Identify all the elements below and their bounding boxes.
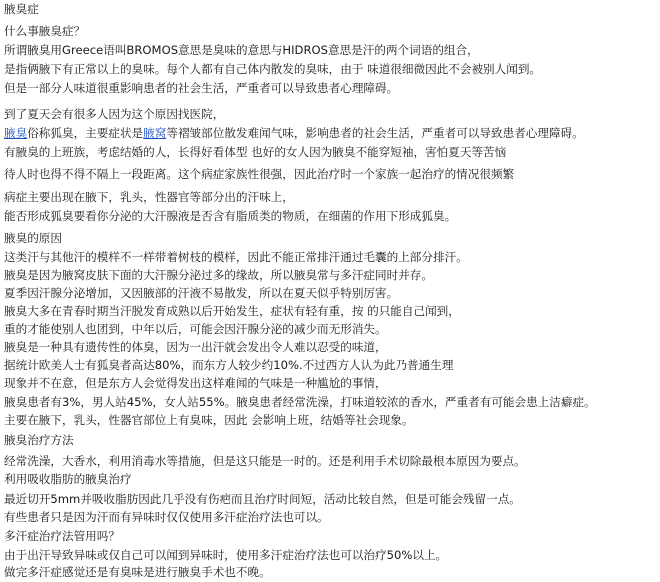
paragraph-line: 所谓腋臭用Greece语叫BROMOS意思是臭味的意思与HIDROS意思是汗的两个词语的组合， xyxy=(4,43,479,57)
paragraph-line-with-links xyxy=(4,124,584,143)
paragraph-line: 到了夏天会有很多人因为这个原因找医院， xyxy=(4,107,225,121)
paragraph-line: 是指俩腋下有正常以上的臭味。每个人都有自己体内散发的臭味，由于 味道很细微因此不会被别人闻到。 xyxy=(4,62,542,76)
paragraph-line: 经常洗澡，大香水，利用消毒水等措施，但是这只能是一时的。还是利用手术切除最根本原因为要点。 xyxy=(4,454,526,468)
paragraph-line: 这类汗与其他汗的模样不一样带着树枝的模样，因此不能正常排汗通过毛囊的上部分排汗。 xyxy=(4,250,468,264)
text-segment: 等褶皱部位散发难闻气味，影响患者的社会生活，严重者可以导致患者心理障碍。 xyxy=(166,126,584,140)
paragraph-line: 据统计欧美人士有狐臭者高达80%，而东方人较少约10%.不过西方人认为此乃普通生理 xyxy=(4,358,454,372)
text-segment: 俗称狐臭，主要症状是 xyxy=(27,126,144,140)
paragraph-line: 腋臭是一种具有遗传性的体臭，因为一出汗就会发出令人难以忍受的味道， xyxy=(4,340,387,354)
doc-title: 腋臭症 xyxy=(4,2,39,16)
question-heading: 什么事腋臭症？ xyxy=(4,24,86,38)
paragraph-line: 有些患者只是因为汗而有异味时仅仅使用多汗症治疗法也可以。 xyxy=(4,510,329,524)
paragraph-line: 有腋臭的上班族，考虑结婚的人，长得好看体型 也好的女人因为腋臭不能穿短袖，害怕夏天等苦恼 xyxy=(4,145,507,159)
paragraph-line: 由于出汗导致异味或仅自己可以闻到异味时，使用多汗症治疗法也可以治疗50%以上。 xyxy=(4,548,448,562)
paragraph-line: 腋臭患者有3%，男人站45%，女人站55%。腋臭患者经常洗澡，打味道较浓的香水，严重者有可能会患上洁癖症。 xyxy=(4,395,596,409)
paragraph-line: 做完多汗症感觉还是有臭味是进行腋臭手术也不晚。 xyxy=(4,565,271,579)
paragraph-line: 但是一部分人味道很重影响患者的社会生活，严重者可以导致患者心理障碍。 xyxy=(4,81,399,95)
paragraph-line: 夏季因汗腺分泌增加，又因腋部的汗液不易散发，所以在夏天似乎特别厉害。 xyxy=(4,286,399,300)
paragraph-line: 腋臭是因为腋窝皮肤下面的大汗腺分泌过多的缘故，所以腋臭常与多汗症同时并存。 xyxy=(4,268,433,282)
paragraph-line: 腋臭大多在青春时期当汗脱发育成熟以后开始发生，症状有轻有重，按 的只能自己闻到， xyxy=(4,304,460,318)
paragraph-line: 最近切开5mm并吸收脂肪因此几乎没有伤疤而且治疗时间短，活动比较自然，但是可能会残留一点。 xyxy=(4,492,521,506)
link-armpit[interactable]: 腋窝 xyxy=(143,126,167,140)
paragraph-line: 能否形成狐臭要看你分泌的大汗腺液是否含有脂质类的物质，在细菌的作用下形成狐臭。 xyxy=(4,209,457,223)
section-heading: 腋臭的原因 xyxy=(4,231,62,245)
link-armpit-odor[interactable]: 腋臭 xyxy=(4,126,28,140)
section-heading: 利用吸收脂肪的腋臭治疗 xyxy=(4,472,132,486)
paragraph-line: 病症主要出现在腋下，乳头，性器官等部分出的汗味上， xyxy=(4,190,294,204)
question-heading: 多汗症治疗法管用吗？ xyxy=(4,529,120,543)
paragraph-line: 待人时也得不得不隔上一段距离。这个病症家族性很强，因此治疗时一个家族一起治疗的情况很频繁 xyxy=(4,167,515,181)
section-heading: 腋臭治疗方法 xyxy=(4,433,74,447)
paragraph-line: 现象并不在意，但是东方人会觉得发出这样难闻的气味是一种尴尬的事情， xyxy=(4,376,387,390)
paragraph-line: 重的才能使别人也团到，中年以后，可能会因汗腺分泌的减少而无形消失。 xyxy=(4,322,387,336)
paragraph-line: 主要在腋下，乳头，性器官部位上有臭味，因此 会影响上班，结婚等社会现象。 xyxy=(4,413,414,427)
